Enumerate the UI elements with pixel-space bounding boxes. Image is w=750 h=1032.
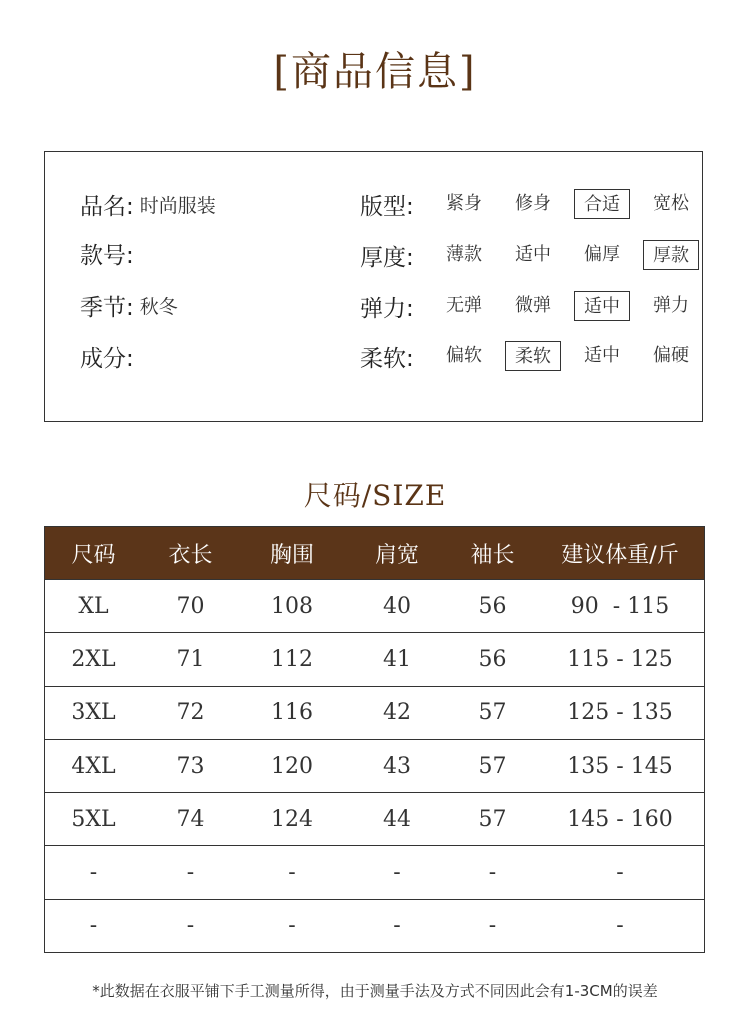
table-cell: XL (78, 593, 109, 619)
attr-label: 柔软: (360, 345, 414, 372)
table-cell: 57 (478, 806, 507, 832)
thickness-option-selected: 厚款 (643, 240, 699, 270)
table-cell: 4XL (71, 753, 116, 779)
table-cell: 108 (271, 593, 313, 619)
fit-option-selected: 合适 (574, 189, 630, 219)
table-cell: - (488, 913, 497, 939)
table-cell: - (393, 913, 401, 939)
info-label: 品名: (80, 193, 134, 220)
table-cell: 40 (383, 593, 411, 619)
table-cell: 135 - 145 (567, 753, 673, 779)
attr-row-thickness (360, 238, 712, 272)
table-cell: 56 (478, 593, 507, 619)
thickness-option: 适中 (515, 244, 551, 265)
table-cell: 145 - 160 (567, 806, 673, 832)
table-cell: - (488, 860, 497, 886)
elasticity-option-selected: 适中 (574, 291, 630, 321)
info-label: 款号: (80, 242, 134, 269)
table-row (45, 739, 704, 792)
elasticity-option: 微弹 (515, 295, 551, 316)
attr-label: 厚度: (360, 244, 414, 271)
fit-option: 修身 (515, 193, 551, 214)
info-value: 秋冬 (139, 295, 178, 318)
table-cell: 116 (271, 700, 313, 726)
table-cell: - (616, 860, 624, 886)
measurement-footnote: *此数据在衣服平铺下手工测量所得，由于测量手法及方式不同因此会有1-3CM的误差 (92, 982, 658, 1000)
table-cell: 41 (383, 646, 411, 672)
elasticity-option: 弹力 (653, 295, 689, 316)
table-cell: - (89, 860, 98, 886)
info-label: 季节: (80, 294, 134, 321)
table-row (45, 899, 704, 952)
table-cell: 56 (478, 646, 507, 672)
table-cell: - (288, 860, 296, 886)
header-cell: 胸围 (269, 542, 314, 568)
table-cell: 2XL (71, 646, 116, 672)
attr-label: 弹力: (360, 295, 414, 322)
table-cell: - (186, 913, 195, 939)
table-cell: 71 (176, 646, 205, 672)
table-row (45, 845, 704, 898)
table-cell: 43 (383, 753, 411, 779)
info-row-style-no (80, 236, 140, 270)
attr-row-elasticity (360, 289, 712, 323)
size-table-body (45, 579, 704, 952)
table-cell: 115 - 125 (567, 646, 673, 672)
table-cell: 72 (176, 700, 205, 726)
table-cell: 57 (478, 700, 507, 726)
thickness-option: 薄款 (446, 244, 482, 265)
table-cell: 5XL (71, 806, 116, 832)
table-row (45, 792, 704, 845)
product-info-panel (44, 151, 703, 422)
info-value: 时尚服装 (139, 194, 216, 217)
softness-option: 适中 (584, 345, 620, 366)
fit-option: 紧身 (446, 193, 482, 214)
elasticity-option: 无弹 (446, 295, 482, 316)
header-cell: 衣长 (168, 542, 213, 568)
size-section-title: 尺码/SIZE (303, 479, 447, 512)
info-row-material (80, 339, 140, 373)
table-cell: - (186, 860, 195, 886)
size-table-header (45, 527, 704, 579)
table-cell: 73 (176, 753, 205, 779)
table-cell: 112 (271, 646, 313, 672)
table-cell: 90 - 115 (570, 593, 670, 619)
table-cell: - (616, 913, 624, 939)
page-title: [商品信息] (273, 49, 477, 95)
table-cell: 125 - 135 (567, 700, 673, 726)
info-row-season (80, 288, 178, 322)
table-cell: 57 (478, 753, 507, 779)
info-row-name (80, 187, 216, 221)
softness-option-selected: 柔软 (505, 341, 561, 371)
table-cell: 44 (383, 806, 411, 832)
table-row (45, 632, 704, 685)
attr-label: 版型: (360, 193, 414, 220)
fit-option: 宽松 (653, 193, 689, 214)
softness-option: 偏硬 (653, 345, 689, 366)
table-row (45, 579, 704, 632)
table-row (45, 686, 704, 739)
attr-row-softness (360, 339, 712, 373)
table-cell: 74 (176, 806, 205, 832)
table-cell: - (288, 913, 296, 939)
table-cell: 42 (383, 700, 411, 726)
info-label: 成分: (80, 345, 134, 372)
size-table (44, 526, 705, 953)
table-cell: 124 (271, 806, 313, 832)
attr-row-fit (360, 187, 712, 221)
header-cell: 袖长 (470, 542, 515, 568)
table-cell: 3XL (71, 700, 116, 726)
thickness-option: 偏厚 (584, 244, 620, 265)
header-cell: 肩宽 (374, 542, 419, 568)
softness-option: 偏软 (446, 345, 482, 366)
table-cell: - (89, 913, 98, 939)
header-cell: 建议体重/斤 (561, 542, 679, 568)
table-cell: 120 (271, 753, 313, 779)
table-cell: - (393, 860, 401, 886)
header-cell: 尺码 (71, 542, 116, 568)
table-cell: 70 (176, 593, 205, 619)
